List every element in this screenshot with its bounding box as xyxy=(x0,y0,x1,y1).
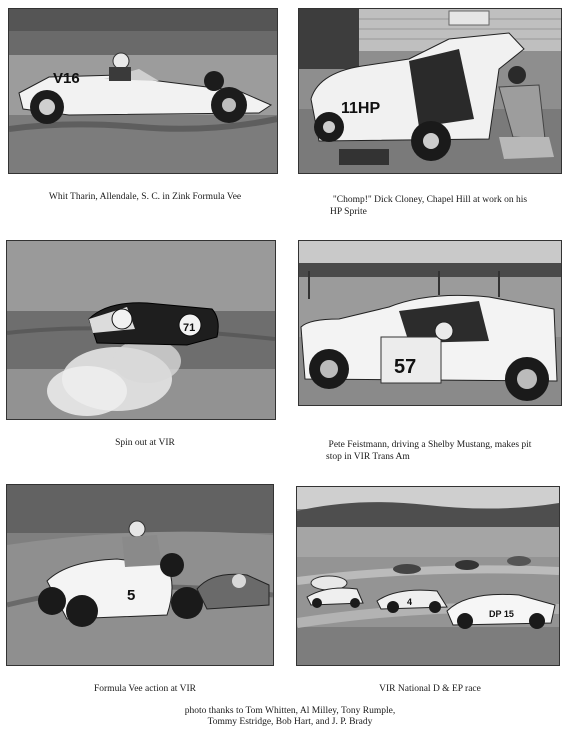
car-number-v16: V16 xyxy=(53,70,80,87)
car-number-57: 57 xyxy=(394,356,417,378)
car-number-5: 5 xyxy=(127,587,136,604)
car-number-4: 4 xyxy=(407,597,413,607)
photo-shelby-mustang xyxy=(298,240,562,406)
car-number-71: 71 xyxy=(183,322,196,334)
photo-hp-sprite xyxy=(298,8,562,174)
photo-spin-out xyxy=(6,240,276,420)
caption-photo-2-line-1: "Chomp!" Dick Cloney, Chapel Hill at work on his xyxy=(332,195,528,205)
caption-photo-4-line-1: Pete Feistmann, driving a Shelby Mustang, makes pit xyxy=(328,440,532,450)
caption-photo-4 xyxy=(300,439,560,463)
caption-photo-2 xyxy=(300,194,560,218)
photo-formula-vee-action xyxy=(6,484,274,666)
car-number-dp15: DP 15 xyxy=(489,609,514,619)
caption-photo-6: VIR National D & EP race xyxy=(379,684,481,694)
photo-credits xyxy=(120,706,460,728)
caption-photo-3: Spin out at VIR xyxy=(115,438,175,448)
credits-line-2: Tommy Estridge, Bob Hart, and J. P. Brady xyxy=(207,717,373,727)
credits-line-1: photo thanks to Tom Whitten, Al Milley, Tony Rumple, xyxy=(184,706,396,716)
photo-vir-national-race xyxy=(296,486,560,666)
caption-photo-1: Whit Tharin, Allendale, S. C. in Zink Formula Vee xyxy=(48,192,242,202)
caption-photo-5: Formula Vee action at VIR xyxy=(93,684,197,694)
caption-photo-4-line-2: stop in VIR Trans Am xyxy=(326,452,410,462)
photo-formula-vee-v16 xyxy=(8,8,278,174)
car-number-11hp: 11HP xyxy=(341,100,381,117)
caption-photo-2-line-2: HP Sprite xyxy=(330,207,367,217)
